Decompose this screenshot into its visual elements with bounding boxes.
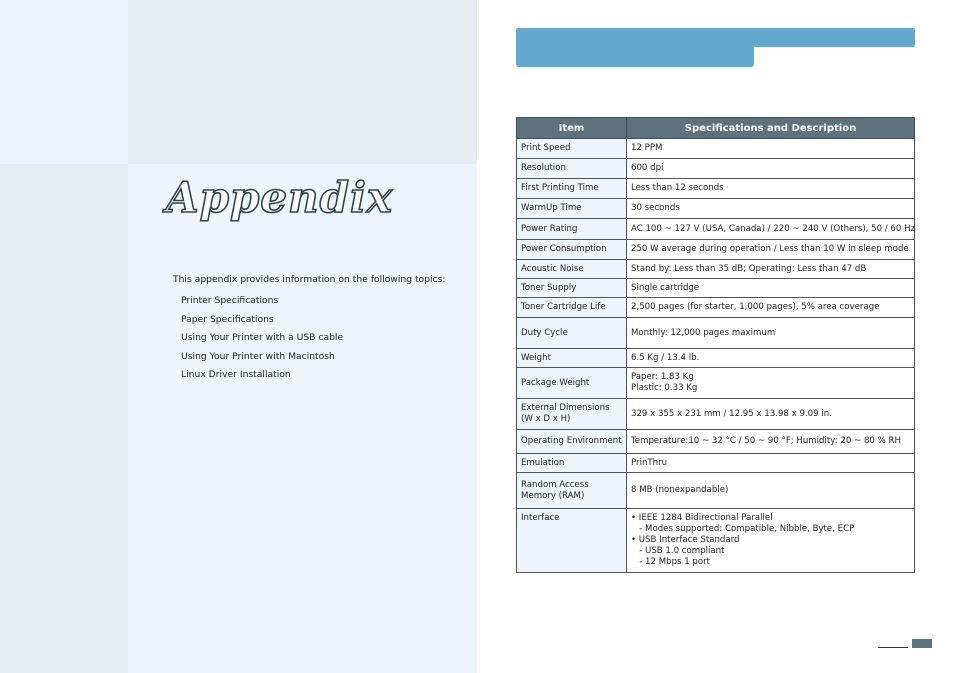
table-row xyxy=(517,368,915,399)
spec-item-cell: Duty Cycle xyxy=(517,318,627,349)
page-number-tab xyxy=(912,639,932,648)
spec-description-line: PrinThru xyxy=(631,457,668,468)
spec-description-line: • IEEE 1284 Bidirectional Parallel xyxy=(631,513,773,523)
spec-description-line: 6.5 Kg / 13.4 lb. xyxy=(631,352,700,363)
topic-item: Paper Specifications xyxy=(181,313,274,325)
spec-description-cell xyxy=(627,430,915,454)
spec-description-line: Less than 12 seconds xyxy=(631,183,724,193)
spec-description-line: • USB Interface Standard xyxy=(631,535,740,545)
spec-description-line: - Modes supported: Compatible, Nibble, Byte, ECP xyxy=(631,524,855,534)
spec-description-line: 329 x 355 x 231 mm / 12.95 x 13.98 x 9.09 in. xyxy=(631,408,832,419)
table-row xyxy=(517,219,915,240)
spec-table-header-row xyxy=(517,118,915,139)
spec-item-cell: Acoustic Noise xyxy=(517,260,627,279)
spec-item-cell: Weight xyxy=(517,349,627,368)
spec-item-cell: Interface xyxy=(517,509,627,573)
spec-item-cell: First Printing Time xyxy=(517,179,627,199)
spec-item-cell: Random Access Memory (RAM) xyxy=(517,473,627,509)
spec-description-cell xyxy=(627,368,915,399)
table-row xyxy=(517,349,915,368)
spec-description-line: 8 MB (nonexpandable) xyxy=(631,485,729,495)
left-page-bg-bottom-left xyxy=(0,164,128,673)
spec-item-cell: Emulation xyxy=(517,454,627,473)
chapter-title: Appendix xyxy=(166,173,393,222)
table-row xyxy=(517,199,915,219)
topic-item: Using Your Printer with a USB cable xyxy=(181,332,344,343)
table-row xyxy=(517,139,915,159)
spec-description-line: 250 W average during operation / Less than 10 W in sleep mode xyxy=(631,244,909,254)
spec-table xyxy=(516,117,915,573)
topic-item: Printer Specifications xyxy=(181,295,279,306)
spec-description-cell xyxy=(627,179,915,199)
spec-description-line: Paper: 1.83 Kg xyxy=(631,372,694,382)
spec-description-cell xyxy=(627,473,915,509)
table-row xyxy=(517,430,915,454)
topic-list xyxy=(181,292,343,385)
left-page-bg-top-left xyxy=(0,0,128,164)
page-number-rule xyxy=(878,647,908,648)
spec-description-cell xyxy=(627,240,915,260)
table-row xyxy=(517,399,915,430)
spec-description-cell xyxy=(627,139,915,159)
table-row xyxy=(517,279,915,298)
spec-description-cell xyxy=(627,509,915,573)
spec-description-line: 12 PPM xyxy=(631,143,663,153)
spec-description-line: Temperature:10 ~ 32 °C / 50 ~ 90 °F; Humidity: 20 ~ 80 % RH xyxy=(631,436,901,446)
spec-description-cell xyxy=(627,159,915,179)
spec-description-line: 600 dpi xyxy=(631,163,664,173)
spec-description-line: AC 100 ~ 127 V (USA, Canada) / 220 ~ 240 V (Others), 50 / 60 Hz xyxy=(631,223,916,234)
appendix-intro: This appendix provides information on the following topics: xyxy=(173,274,446,285)
table-row xyxy=(517,473,915,509)
spec-description-cell xyxy=(627,454,915,473)
spec-description-line: Stand by: Less than 35 dB; Operating: Less than 47 dB xyxy=(631,263,867,274)
table-row xyxy=(517,179,915,199)
spec-description-line: 2,500 pages (for starter, 1,000 pages), 5% area coverage xyxy=(631,302,880,312)
spec-description-cell xyxy=(627,260,915,279)
spec-description-cell xyxy=(627,349,915,368)
column-header-item: Item xyxy=(517,118,627,139)
spec-description-cell xyxy=(627,298,915,318)
spec-item-cell: Package Weight xyxy=(517,368,627,399)
spec-item-cell: WarmUp Time xyxy=(517,199,627,219)
table-row xyxy=(517,240,915,260)
spec-item-cell: Print Speed xyxy=(517,139,627,159)
spec-item-cell: Resolution xyxy=(517,159,627,179)
section-header-tab xyxy=(516,40,754,67)
left-page-bg-bottom-right xyxy=(128,164,477,673)
spec-item-cell: Power Consumption xyxy=(517,240,627,260)
spec-description-line: Single cartridge xyxy=(631,282,700,293)
topic-item: Using Your Printer with Macintosh xyxy=(181,350,335,362)
spec-table-body xyxy=(517,139,915,573)
spec-item-cell: External Dimensions (W x D x H) xyxy=(517,399,627,430)
spec-description-line: - 12 Mbps 1 port xyxy=(631,557,711,567)
spec-description-line: - USB 1.0 compliant xyxy=(631,546,725,556)
spec-description-cell xyxy=(627,279,915,298)
table-row xyxy=(517,318,915,349)
spec-item-cell: Operating Environment xyxy=(517,430,627,454)
spec-description-line: Monthly: 12,000 pages maximum xyxy=(631,327,776,338)
spec-description-line: Plastic: 0.33 Kg xyxy=(631,383,698,393)
spec-item-cell: Toner Supply xyxy=(517,279,627,298)
spec-description-cell xyxy=(627,318,915,349)
table-row xyxy=(517,159,915,179)
left-page-bg-top-right xyxy=(128,0,477,164)
spec-description-cell xyxy=(627,219,915,240)
spec-item-cell: Power Rating xyxy=(517,219,627,240)
column-header-description: Specifications and Description xyxy=(627,118,915,139)
table-row xyxy=(517,454,915,473)
spec-description-cell xyxy=(627,399,915,430)
table-row xyxy=(517,509,915,573)
spec-description-cell xyxy=(627,199,915,219)
topic-item: Linux Driver Installation xyxy=(181,369,291,380)
table-row xyxy=(517,298,915,318)
spec-description-line: 30 seconds xyxy=(631,203,680,213)
spec-item-cell: Toner Cartridge Life xyxy=(517,298,627,318)
table-row xyxy=(517,260,915,279)
